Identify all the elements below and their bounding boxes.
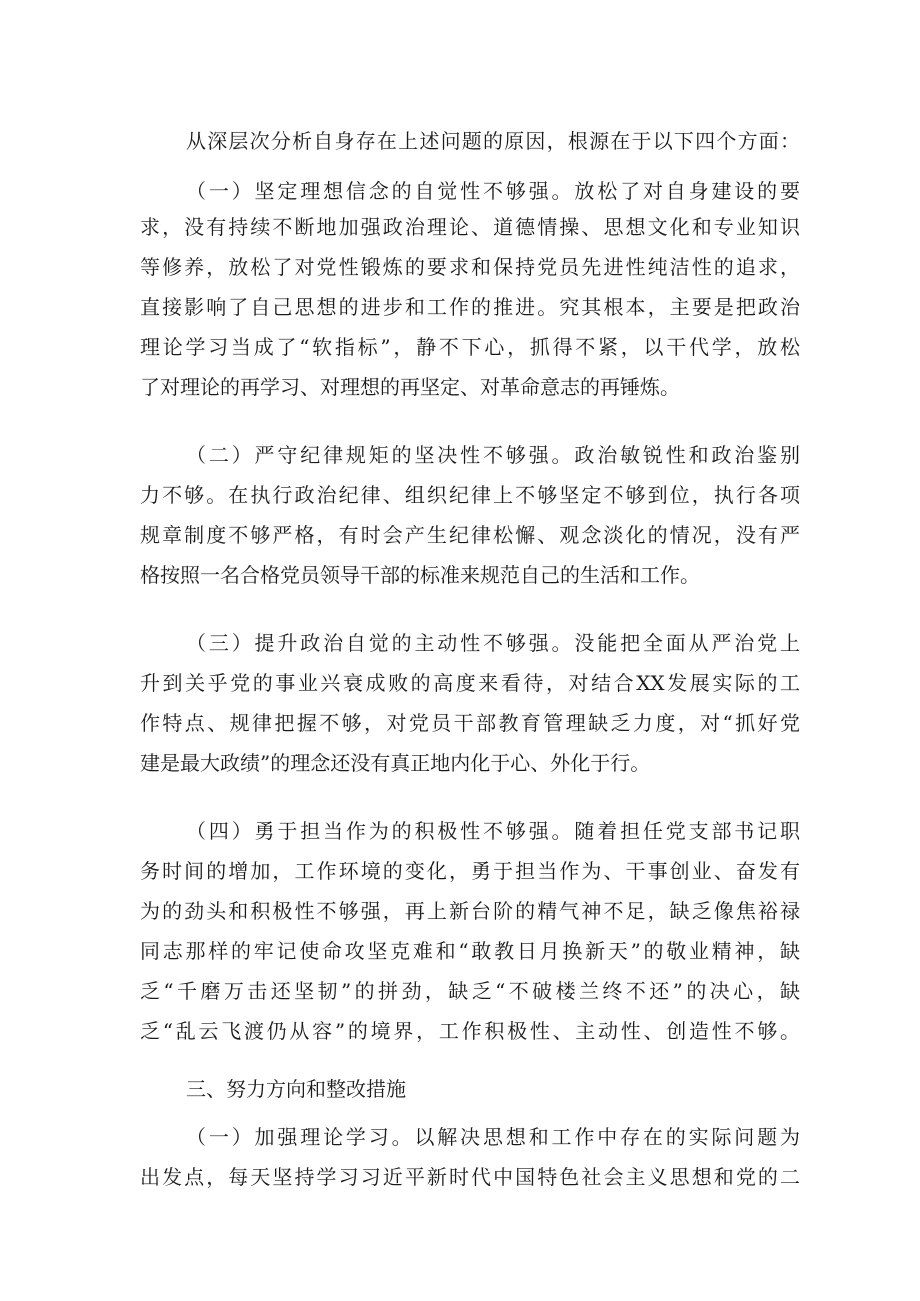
- text-line: 从深层次分析自身存在上述问题的原因，根源在于以下四个方面：: [186, 129, 800, 153]
- text-line: 理论学习当成了“软指标”，静不下心，抓得不紧，以干代学，放松: [140, 335, 800, 359]
- text-line: （三）提升政治自觉的主动性不够强。没能把全面从严治党上: [186, 631, 800, 655]
- text-line: 作特点、规律把握不够，对党员干部教育管理缺乏力度，对“抓好党: [140, 711, 800, 735]
- text-line: 乏“乱云飞渡仍从容”的境界，工作积极性、主动性、创造性不够。: [140, 1019, 800, 1043]
- text-line: 同志那样的牢记使命攻坚克难和“敢教日月换新天”的敬业精神，缺: [140, 939, 800, 963]
- text-line: 等修养，放松了对党性锻炼的要求和保持党员先进性纯洁性的追求，: [140, 255, 800, 279]
- text-line: 乏“千磨万击还坚韧”的拼劲，缺乏“不破楼兰终不还”的决心，缺: [140, 979, 800, 1003]
- text-line: 力不够。在执行政治纪律、组织纪律上不够坚定不够到位，执行各项: [140, 483, 800, 507]
- text-line: 规章制度不够严格，有时会产生纪律松懈、观念淡化的情况，没有严: [140, 523, 800, 547]
- text-line: 升到关乎党的事业兴衰成败的高度来看待，对结合XX发展实际的工: [140, 671, 800, 695]
- text-line: 务时间的增加，工作环境的变化，勇于担当作为、干事创业、奋发有: [140, 859, 800, 883]
- text-line: （一）坚定理想信念的自觉性不够强。放松了对自身建设的要: [186, 179, 800, 203]
- text-line: 格按照一名合格党员领导干部的标准来规范自己的生活和工作。: [140, 563, 700, 587]
- text-line: （二）严守纪律规矩的坚决性不够强。政治敏锐性和政治鉴别: [186, 443, 800, 467]
- text-line: 建是最大政绩”的理念还没有真正地内化于心、外化于行。: [140, 751, 651, 775]
- text-line: 出发点，每天坚持学习习近平新时代中国特色社会主义思想和党的二: [140, 1165, 800, 1189]
- text-line: （一）加强理论学习。以解决思想和工作中存在的实际问题为: [186, 1125, 800, 1149]
- text-line: 为的劲头和积极性不够强，再上新台阶的精气神不足，缺乏像焦裕禄: [140, 899, 800, 923]
- text-line: （四）勇于担当作为的积极性不够强。随着担任党支部书记职: [186, 819, 800, 843]
- text-line: 了对理论的再学习、对理想的再坚定、对革命意志的再锤炼。: [140, 375, 680, 399]
- text-line: 三、努力方向和整改措施: [186, 1077, 406, 1101]
- text-line: 直接影响了自己思想的进步和工作的推进。究其根本，主要是把政治: [140, 295, 800, 319]
- text-line: 求，没有持续不断地加强政治理论、道德情操、思想文化和专业知识: [140, 215, 800, 239]
